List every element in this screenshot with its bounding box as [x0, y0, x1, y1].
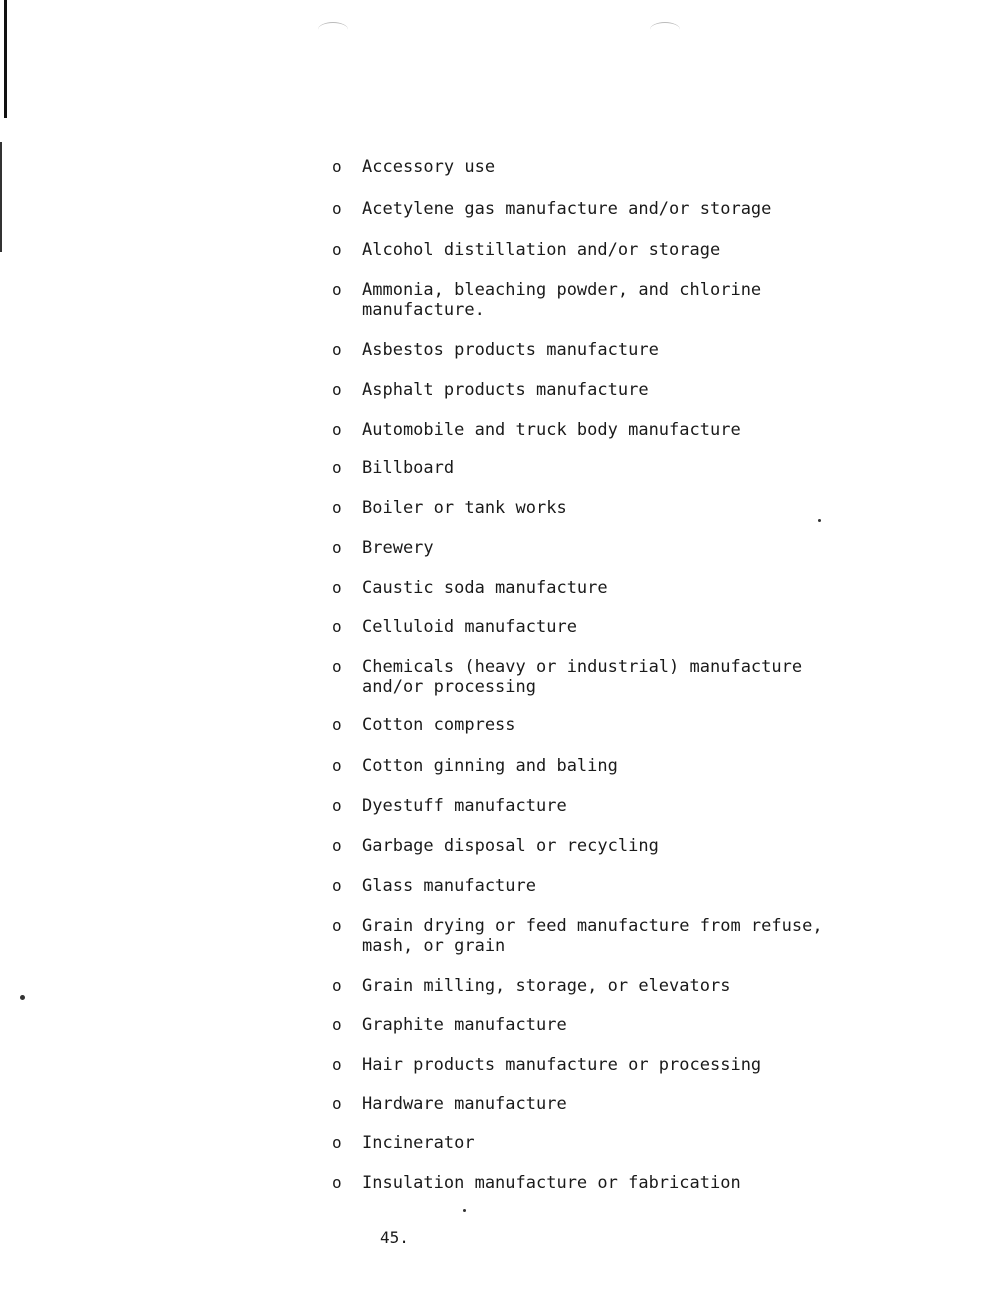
list-item [332, 420, 842, 440]
bullet: o [332, 657, 342, 676]
list-item-text: Brewery [362, 538, 434, 558]
bullet: o [332, 756, 342, 775]
list-item-text: Ammonia, bleaching powder, and chlorine manufacture. [362, 280, 762, 320]
list-item [332, 756, 842, 776]
list-item-text: Incinerator [362, 1133, 475, 1153]
list-item-text: Grain drying or feed manufacture from refuse, mash, or grain [362, 916, 823, 956]
list-item-text: Glass manufacture [362, 876, 536, 896]
bullet: o [332, 976, 342, 995]
list-item [332, 1133, 842, 1153]
list-item [332, 240, 842, 260]
list-item-text: Asphalt products manufacture [362, 380, 649, 400]
list-item-text: Billboard [362, 458, 455, 478]
list-item-text: Automobile and truck body manufacture [362, 420, 741, 440]
list-item [332, 1094, 842, 1114]
list-item [332, 796, 842, 816]
bullet: o [332, 340, 342, 359]
bullet: o [332, 280, 342, 299]
bullet: o [332, 1055, 342, 1074]
bullet: o [332, 578, 342, 597]
bullet: o [332, 916, 342, 935]
list-item-text: Asbestos products manufacture [362, 340, 659, 360]
list-item [332, 715, 842, 735]
bullet: o [332, 1094, 342, 1113]
list-item-text: Dyestuff manufacture [362, 796, 567, 816]
list-item-text: Boiler or tank works [362, 498, 567, 518]
list-item [332, 836, 842, 856]
bullet: o [332, 1015, 342, 1034]
list-item [332, 976, 842, 996]
list-item [332, 876, 842, 896]
list-item-text: Grain milling, storage, or elevators [362, 976, 731, 996]
list-item [332, 657, 812, 697]
bullet: o [332, 617, 342, 636]
bullet: o [332, 1133, 342, 1152]
bullet: o [332, 498, 342, 517]
list-item [332, 498, 842, 518]
bullet: o [332, 876, 342, 895]
list-item-text: Acetylene gas manufacture and/or storage [362, 199, 772, 219]
list-item-text: Accessory use [362, 157, 496, 177]
list-item-text: Chemicals (heavy or industrial) manufacture and/or processing [362, 657, 803, 697]
bullet: o [332, 458, 342, 477]
punch-hole-mark [318, 22, 348, 37]
list-item [332, 617, 842, 637]
bullet: o [332, 199, 342, 218]
scan-speck [463, 1209, 466, 1212]
bullet: o [332, 715, 342, 734]
list-item-text: Insulation manufacture or fabrication [362, 1173, 741, 1193]
list-item-text: Garbage disposal or recycling [362, 836, 659, 856]
list-item-text: Cotton compress [362, 715, 516, 735]
scan-speck [20, 995, 25, 1000]
bullet: o [332, 420, 342, 439]
list-item [332, 1173, 842, 1193]
list-item-text: Caustic soda manufacture [362, 578, 608, 598]
bullet: o [332, 157, 342, 176]
list-item [332, 916, 832, 956]
scan-edge-mark [4, 0, 7, 118]
list-item [332, 1055, 842, 1075]
list-item-text: Graphite manufacture [362, 1015, 567, 1035]
list-item [332, 578, 842, 598]
punch-hole-mark [650, 22, 680, 37]
list-item [332, 458, 842, 478]
bullet: o [332, 1173, 342, 1192]
scan-edge-mark [0, 142, 2, 252]
bullet: o [332, 796, 342, 815]
list-item [332, 280, 782, 320]
bullet: o [332, 836, 342, 855]
list-item [332, 157, 842, 177]
list-item-text: Celluloid manufacture [362, 617, 577, 637]
list-item [332, 380, 842, 400]
bullet: o [332, 380, 342, 399]
page-number: 45. [380, 1228, 409, 1247]
list-item [332, 340, 842, 360]
list-item-text: Hardware manufacture [362, 1094, 567, 1114]
list-item-text: Alcohol distillation and/or storage [362, 240, 721, 260]
list-item-text: Hair products manufacture or processing [362, 1055, 762, 1075]
list-item [332, 199, 842, 219]
list-item [332, 538, 842, 558]
bullet: o [332, 538, 342, 557]
scan-speck [818, 519, 821, 522]
list-item [332, 1015, 842, 1035]
list-item-text: Cotton ginning and baling [362, 756, 618, 776]
bullet: o [332, 240, 342, 259]
